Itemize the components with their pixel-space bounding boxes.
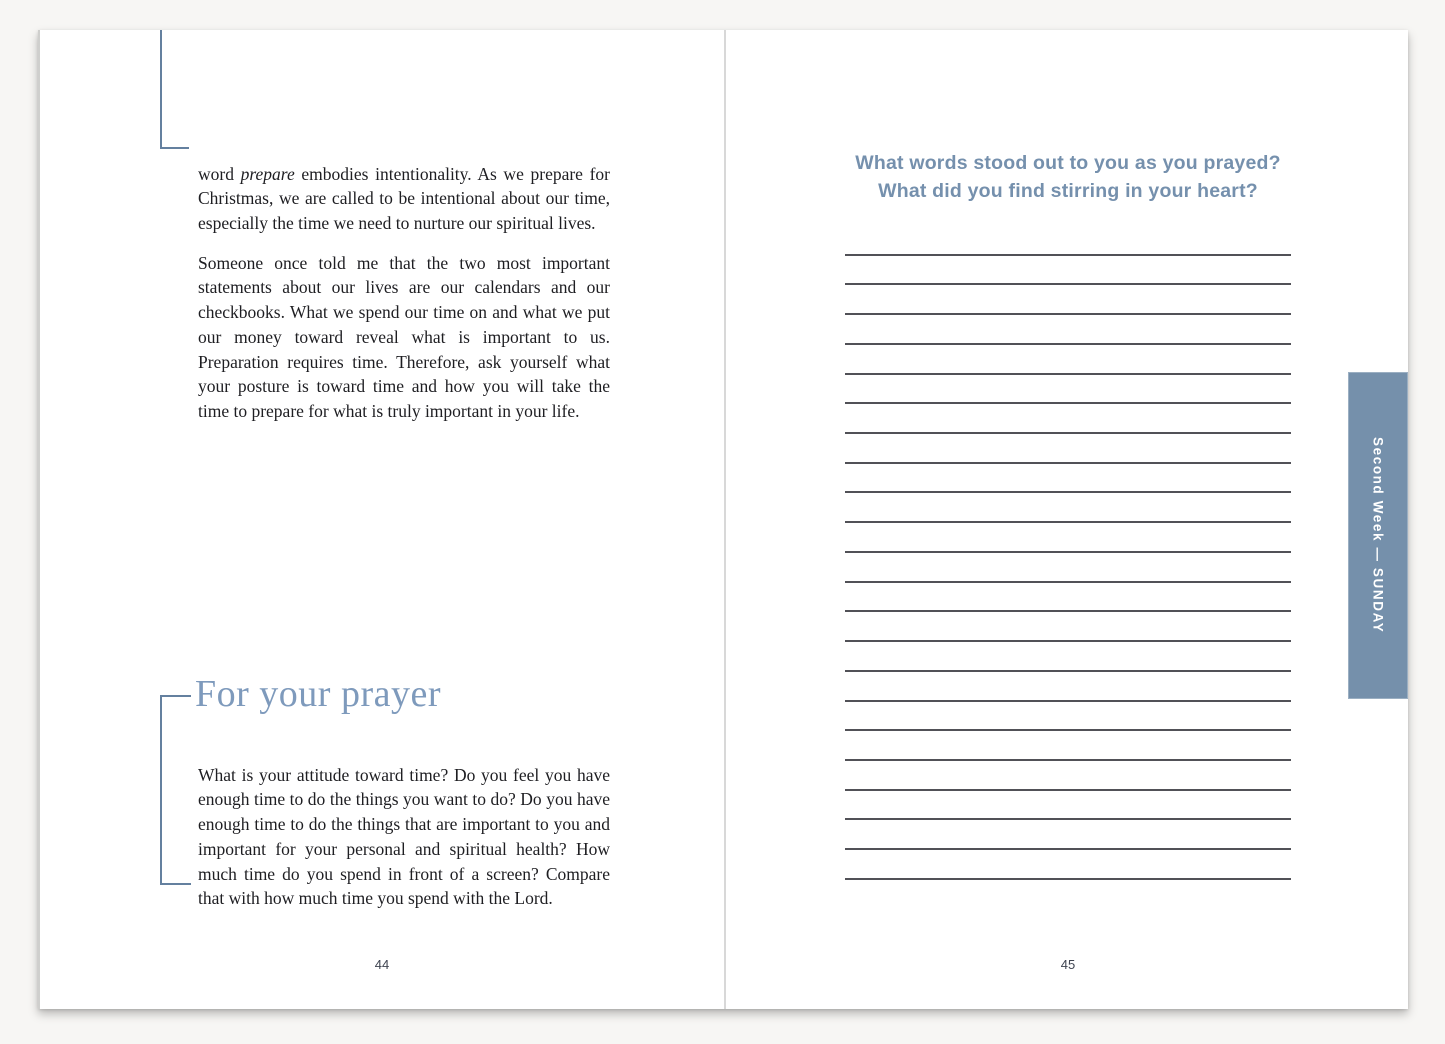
ruled-line (845, 583, 1291, 613)
ruled-line (845, 850, 1291, 880)
ruled-line (845, 464, 1291, 494)
ruled-line (845, 553, 1291, 583)
body-paragraph-2: Someone once told me that the two most important statements about our lives are our calendars and our checkbooks. What we spend our time on and what we put our money toward reveal what is important to us. Preparation requires time. Therefore, ask yourself what your posture is toward time and how you will take the time to prepare for what is truly important in your life. (198, 252, 610, 422)
paragraph-1-text: word (198, 163, 241, 184)
journal-prompt-line-2: What did you find stirring in your heart? (878, 180, 1258, 202)
paragraph-1-italic-word: prepare (240, 163, 295, 184)
chapter-side-tab (1348, 372, 1408, 699)
book-spread (38, 30, 1408, 1009)
top-bracket-vertical-line (160, 30, 162, 149)
ruled-line (845, 642, 1291, 672)
ruled-line (845, 226, 1291, 256)
prayer-bracket-bottom-line (160, 883, 191, 885)
body-paragraph-1 (198, 162, 610, 236)
ruled-line (845, 523, 1291, 553)
ruled-line (845, 761, 1291, 791)
ruled-line (845, 493, 1291, 523)
page-seam-divider (724, 30, 726, 1009)
chapter-side-tab-label: Second Week — SUNDAY (1370, 437, 1386, 634)
page-number-left: 44 (374, 957, 390, 972)
ruled-line (845, 315, 1291, 345)
prayer-paragraph: What is your attitude toward time? Do you feel you have enough time to do the things you want to do? Do you have enough time to do the things that are important to you and important for your personal and spiritual health? How much time do you spend in front of a screen? Compare that with how much time you spend with the Lord. (198, 764, 610, 909)
prayer-bracket-top-line (160, 695, 191, 697)
section-heading-for-your-prayer: For your prayer (195, 673, 441, 715)
ruled-line (845, 375, 1291, 405)
journal-prompt (785, 149, 1351, 205)
ruled-line (845, 285, 1291, 315)
ruled-line (845, 820, 1291, 850)
ruled-line (845, 256, 1291, 286)
paragraph-1-text-continued: embodies intentionality. As we prepare for Christmas, we are called to be intentional about our time, especially the time we need to nurture our spiritual lives. (198, 163, 610, 234)
ruled-line (845, 434, 1291, 464)
ruled-line (845, 731, 1291, 761)
ruled-line (845, 791, 1291, 821)
top-bracket-horizontal-line (160, 147, 189, 149)
page-number-right: 45 (1060, 957, 1076, 972)
journal-prompt-line-1: What words stood out to you as you prayed? (855, 152, 1281, 174)
ruled-line (845, 672, 1291, 702)
prayer-bracket-vertical-line (160, 695, 162, 885)
ruled-lines (845, 226, 1291, 880)
ruled-line (845, 702, 1291, 732)
ruled-line (845, 612, 1291, 642)
ruled-line (845, 345, 1291, 375)
ruled-line (845, 404, 1291, 434)
